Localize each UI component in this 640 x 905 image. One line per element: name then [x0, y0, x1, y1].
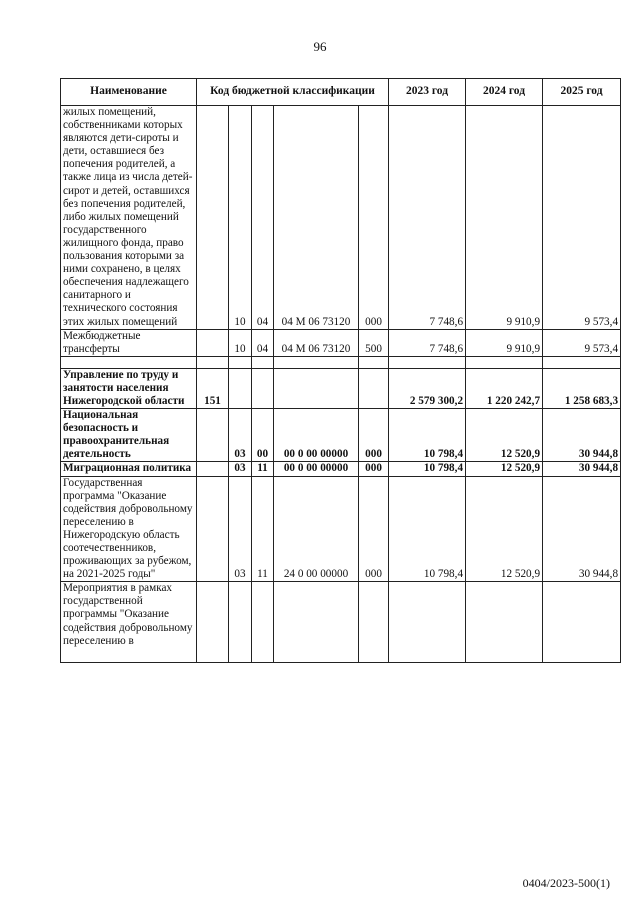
row-value-2024: 12 520,9 — [466, 462, 543, 476]
header-2025: 2025 год — [543, 79, 621, 106]
row-rz — [229, 368, 252, 408]
row-rz: 03 — [229, 409, 252, 462]
row-vr: 000 — [359, 476, 389, 582]
row-name: Мероприятия в рамках государственной программы "Оказание содействия добровольному переселению в — [61, 582, 197, 663]
row-value-2025: 9 573,4 — [543, 106, 621, 330]
row-name: Управление по труду и занятости населения Нижегородской области — [61, 368, 197, 408]
row-pr: 04 — [252, 329, 274, 356]
row-csr — [274, 368, 359, 408]
row-ved — [197, 462, 229, 476]
row-pr — [252, 368, 274, 408]
row-value-2023: 7 748,6 — [389, 329, 466, 356]
row-csr: 00 0 00 00000 — [274, 409, 359, 462]
header-name: Наименование — [61, 79, 197, 106]
row-ved — [197, 106, 229, 330]
row-rz: 10 — [229, 329, 252, 356]
table-row — [61, 368, 621, 408]
row-value-2023: 2 579 300,2 — [389, 368, 466, 408]
table-row — [61, 462, 621, 476]
row-ved — [197, 476, 229, 582]
row-name: Межбюджетные трансферты — [61, 329, 197, 356]
row-value-2023: 7 748,6 — [389, 106, 466, 330]
row-vr: 500 — [359, 329, 389, 356]
row-value-2025 — [543, 582, 621, 663]
row-value-2025: 30 944,8 — [543, 462, 621, 476]
row-ved: 151 — [197, 368, 229, 408]
row-rz: 03 — [229, 462, 252, 476]
page-number: 96 — [313, 39, 327, 54]
row-value-2024: 1 220 242,7 — [466, 368, 543, 408]
row-pr: 00 — [252, 409, 274, 462]
row-value-2023: 10 798,4 — [389, 409, 466, 462]
row-value-2023: 10 798,4 — [389, 462, 466, 476]
row-value-2025: 9 573,4 — [543, 329, 621, 356]
row-csr — [274, 582, 359, 663]
header-2023: 2023 год — [389, 79, 466, 106]
table-row — [61, 106, 621, 330]
row-ved — [197, 582, 229, 663]
row-rz: 10 — [229, 106, 252, 330]
row-value-2025: 1 258 683,3 — [543, 368, 621, 408]
row-value-2023: 10 798,4 — [389, 476, 466, 582]
row-vr — [359, 368, 389, 408]
row-ved — [197, 409, 229, 462]
row-vr — [359, 582, 389, 663]
row-vr: 000 — [359, 409, 389, 462]
row-pr: 11 — [252, 476, 274, 582]
row-name: Миграционная политика — [61, 462, 197, 476]
row-csr: 24 0 00 00000 — [274, 476, 359, 582]
row-name: Национальная безопасность и правоохранительная деятельность — [61, 409, 197, 462]
row-vr: 000 — [359, 106, 389, 330]
row-value-2024 — [466, 582, 543, 663]
row-ved — [197, 329, 229, 356]
row-csr: 04 М 06 73120 — [274, 329, 359, 356]
row-rz — [229, 582, 252, 663]
row-value-2024: 12 520,9 — [466, 409, 543, 462]
header-budget-code: Код бюджетной классификации — [197, 79, 389, 106]
table-row — [61, 582, 621, 663]
row-value-2024: 9 910,9 — [466, 106, 543, 330]
row-value-2024: 9 910,9 — [466, 329, 543, 356]
row-rz: 03 — [229, 476, 252, 582]
row-csr: 04 М 06 73120 — [274, 106, 359, 330]
budget-table — [60, 78, 621, 663]
row-pr — [252, 582, 274, 663]
row-value-2025: 30 944,8 — [543, 409, 621, 462]
spacer-row — [61, 356, 621, 368]
row-value-2023 — [389, 582, 466, 663]
table-row — [61, 409, 621, 462]
row-value-2024: 12 520,9 — [466, 476, 543, 582]
row-vr: 000 — [359, 462, 389, 476]
row-pr: 11 — [252, 462, 274, 476]
row-csr: 00 0 00 00000 — [274, 462, 359, 476]
table-row — [61, 476, 621, 582]
row-name: Государственная программа "Оказание содействия добровольному переселению в Нижегородскую область соотечественников, проживающих за рубежом, на 2021-2025 годы" — [61, 476, 197, 582]
row-value-2025: 30 944,8 — [543, 476, 621, 582]
row-name: жилых помещений, собственниками которых являются дети-сироты и дети, оставшиеся без попечения родителей, а также лица из числа детей-сирот и детей, оставшихся без попечения родителей, либо жилых помещений государственного жилищного фонда, право пользования которыми за ними сохранено, в целях обеспечения надлежащего санитарного и технического состояния этих жилых помещений — [61, 106, 197, 330]
table-header-row — [61, 79, 621, 106]
header-2024: 2024 год — [466, 79, 543, 106]
row-pr: 04 — [252, 106, 274, 330]
table-row — [61, 329, 621, 356]
document-code: 0404/2023-500(1) — [522, 876, 610, 890]
